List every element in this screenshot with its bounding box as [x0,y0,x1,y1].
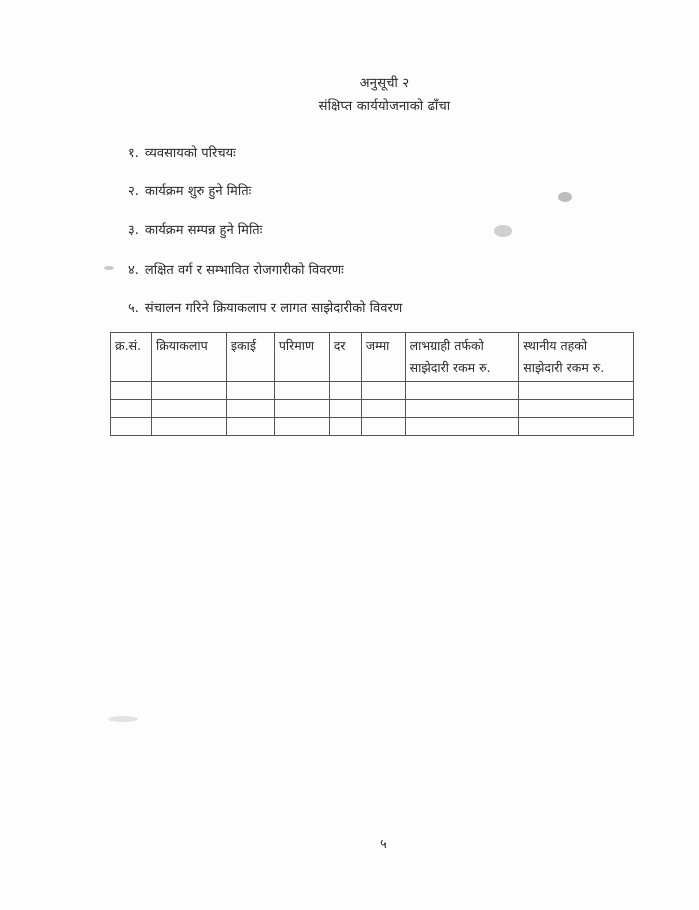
table-cell [151,382,226,400]
table-row [111,382,634,400]
list-item [128,220,262,238]
column-header: जम्मा [361,333,405,382]
scan-smudge [558,192,572,202]
table-header-row [111,333,634,382]
column-header: क्र.सं. [111,333,152,382]
table-cell [226,418,274,436]
list-item-number: २. [128,184,139,199]
list-item [128,143,236,161]
list-item [128,298,402,316]
table-cell [329,382,361,400]
list-item-text: संचालन गरिने क्रियाकलाप र लागत साझेदारीको विवरण [144,301,403,316]
activity-cost-table [110,332,634,436]
table-cell [111,382,152,400]
list-item-number: ३. [128,223,139,238]
table-cell [274,418,329,436]
table-cell [519,382,634,400]
list-item-text: कार्यक्रम शुरु हुने मितिः [144,184,252,199]
list-item-number: ४. [128,263,139,278]
table-cell [361,400,405,418]
list-item-number: ५. [128,301,139,316]
table-cell [361,382,405,400]
table-cell [405,382,519,400]
table-cell [519,418,634,436]
column-header: लाभग्राही तर्फको साझेदारी रकम रु. [405,333,519,382]
document-subtitle: संक्षिप्त कार्ययोजनाको ढाँचा [318,99,451,114]
column-header: इकाई [226,333,274,382]
table-cell [151,418,226,436]
list-item-text: लक्षित वर्ग र सम्भावित रोजगारीको विवरणः [144,263,344,278]
scan-smudge [104,266,114,270]
table-cell [226,382,274,400]
list-item-text: व्यवसायको परिचयः [144,146,236,161]
table-row [111,418,634,436]
table-cell [361,418,405,436]
column-header: स्थानीय तहको साझेदारी रकम रु. [519,333,634,382]
list-item [128,260,344,278]
scan-smudge [494,225,512,237]
page-number: ५ [380,837,387,852]
table-cell [519,400,634,418]
list-item-text: कार्यक्रम सम्पन्न हुने मितिः [144,223,263,238]
table-row [111,400,634,418]
table-cell [151,400,226,418]
list-item [128,181,251,199]
column-header: परिमाण [274,333,329,382]
column-header: दर [329,333,361,382]
table-cell [329,400,361,418]
scan-smudge [108,716,138,722]
table-cell [405,418,519,436]
table-cell [274,382,329,400]
table-cell [111,418,152,436]
document-title: अनुसूची २ [359,76,410,91]
table-cell [329,418,361,436]
table-cell [405,400,519,418]
table-cell [111,400,152,418]
table-cell [274,400,329,418]
column-header: क्रियाकलाप [151,333,226,382]
list-item-number: १. [128,146,139,161]
table-cell [226,400,274,418]
